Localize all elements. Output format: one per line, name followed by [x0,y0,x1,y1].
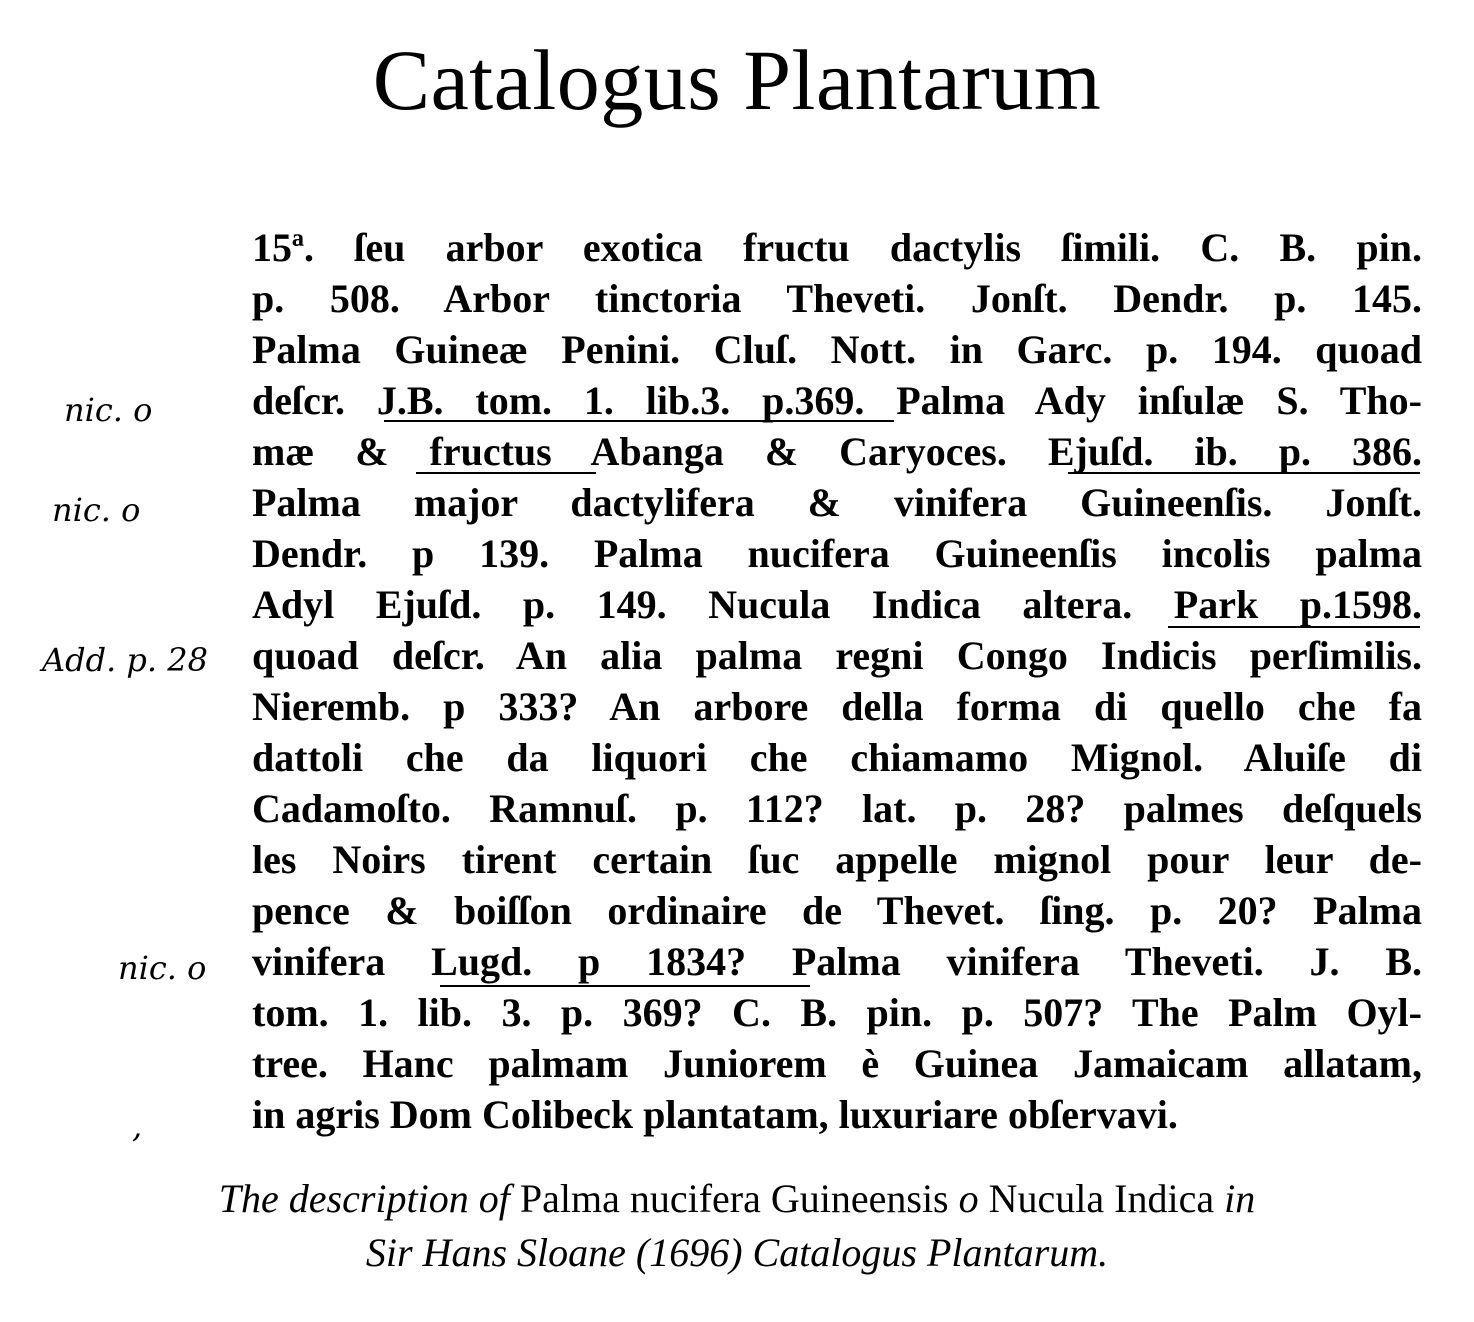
text-line: dattoli che da liquori che chiamamo Mignol. Aluiſe di [252,735,1422,780]
margin-note: Add. p. 28 [42,641,208,679]
caption-line-2: Sir Hans Sloane (1696) Catalogus Plantarum. [365,1230,1109,1275]
page-title: Catalogus Plantarum [372,32,1102,128]
text-line: Adyl Ejuſd. p. 149. Nucula Indica altera. Park p.1598. [252,582,1422,627]
text-line: quoad deſcr. An alia palma regni Congo Indicis perſimilis. [252,633,1422,678]
handwritten-underline [384,420,894,422]
text-line: Dendr. p 139. Palma nucifera Guineenſis incolis palma [252,531,1422,576]
text-line: 15ª. ſeu arbor exotica fructu dactylis ſimili. C. B. pin. [252,225,1422,270]
text-line: in agris Dom Colibeck plantatam, luxuriare obſervavi. [252,1092,1178,1137]
text-line: Palma Guineæ Penini. Cluſ. Nott. in Garc. p. 194. quoad [252,327,1422,372]
caption-text: o [958,1176,979,1221]
handwritten-underline [1168,626,1420,628]
caption-line-1 [0,1172,1474,1226]
text-line: tom. 1. lib. 3. p. 369? C. B. pin. p. 507? The Palm Oyl- [252,990,1422,1035]
handwritten-underline [1068,472,1420,474]
margin-note: nic. o [52,491,141,529]
caption-text: The description of [218,1176,510,1221]
text-line: deſcr. J.B. tom. 1. lib.3. p.369. Palma Ady inſulæ S. Tho- [252,378,1422,423]
text-line: les Noirs tirent certain ſuc appelle mignol pour leur de- [252,837,1422,882]
handwritten-underline [416,472,596,474]
text-line: vinifera Lugd. p 1834? Palma vinifera Theveti. J. B. [252,939,1422,984]
handwritten-underline [440,985,810,987]
margin-note: nic. o [64,391,153,429]
caption-species: Palma nucifera Guineensis [519,1176,949,1221]
text-line: p. 508. Arbor tinctoria Theveti. Jonſt. Dendr. p. 145. [252,276,1422,321]
text-line: pence & boiſſon ordinaire de Thevet. ſing. p. 20? Palma [252,888,1422,933]
text-line: Cadamoſto. Ramnuſ. p. 112? lat. p. 28? palmes deſquels [252,786,1422,831]
margin-note: nic. o [118,949,207,987]
text-line: Nieremb. p 333? An arbore della forma di quello che fa [252,684,1422,729]
margin-note: , [132,1107,143,1145]
caption-species: Nucula Indica [988,1176,1215,1221]
text-line: Palma major dactylifera & vinifera Guineenſis. Jonſt. [252,480,1422,525]
text-line: mæ & fructus Abanga & Caryoces. Ejuſd. ib. p. 386. [252,429,1422,474]
text-line: tree. Hanc palmam Juniorem è Guinea Jamaicam allatam, [252,1041,1422,1086]
caption-text: in [1224,1176,1256,1221]
figure-caption [0,1172,1474,1280]
catalogue-entry [252,222,1422,1140]
